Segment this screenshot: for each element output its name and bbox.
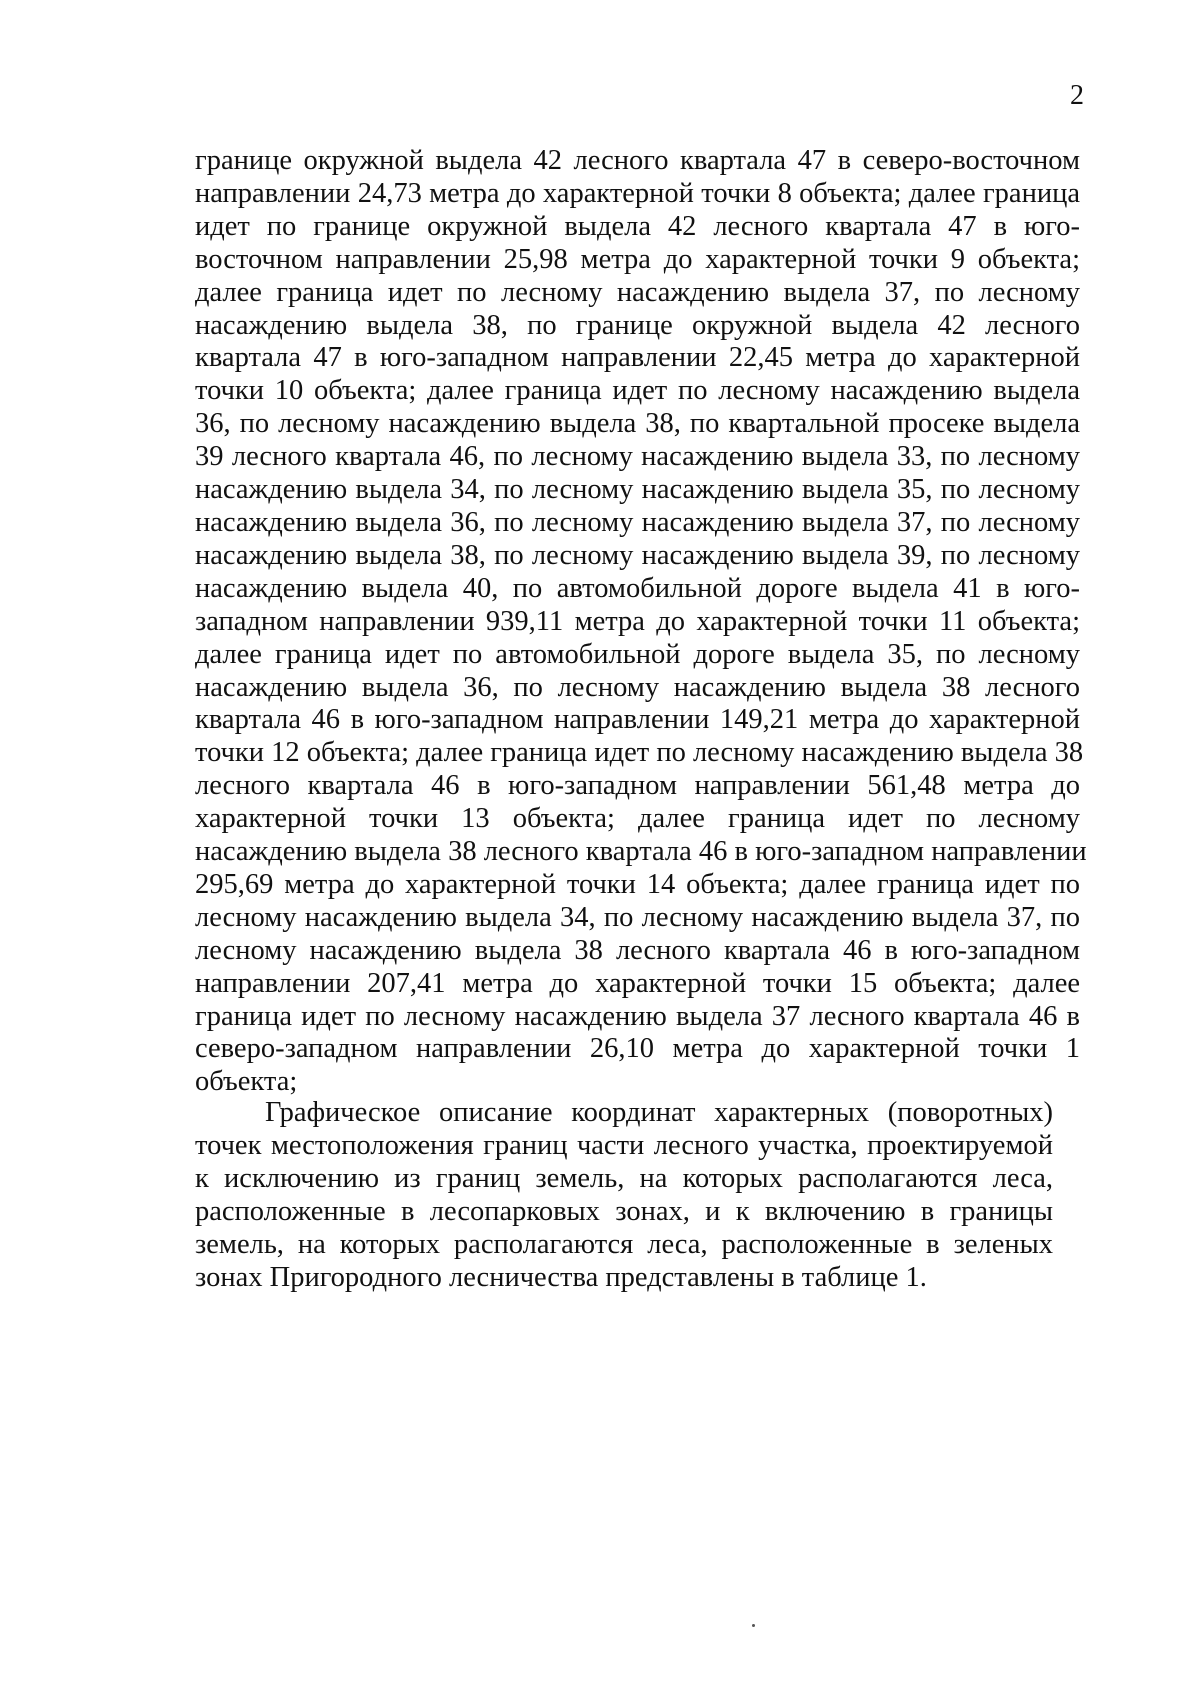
text-line: квартала 46 в юго-западном направлении 149,21 метра до характерной [195, 704, 1080, 736]
text-line: направлении 24,73 метра до характерной точки 8 объекта; далее граница [195, 177, 1080, 209]
text-line: насаждению выдела 38, по лесному насаждению выдела 39, по лесному [195, 539, 1080, 571]
text-line: лесному насаждению выдела 38 лесного квартала 46 в юго-западном [195, 934, 1080, 966]
text-line: направлении 207,41 метра до характерной точки 15 объекта; далее [195, 967, 1080, 999]
text-line: 295,69 метра до характерной точки 14 объекта; далее граница идет по [195, 868, 1080, 900]
text-line: насаждению выдела 40, по автомобильной дороге выдела 41 в юго- [195, 572, 1080, 604]
text-line: насаждению выдела 38, по границе окружной выдела 42 лесного [195, 309, 1080, 341]
text-line: западном направлении 939,11 метра до характерной точки 11 объекта; [195, 605, 1080, 637]
text-line: точек местоположения границ части лесного участка, проектируемой [195, 1129, 1053, 1161]
text-line: восточном направлении 25,98 метра до характерной точки 9 объекта; [195, 243, 1080, 275]
text-line: граница идет по лесному насаждению выдела 37 лесного квартала 46 в [195, 1000, 1080, 1032]
text-line: насаждению выдела 34, по лесному насаждению выдела 35, по лесному [195, 474, 1080, 506]
scan-speck [752, 1624, 755, 1627]
text-line: насаждению выдела 36, по лесному насаждению выдела 37, по лесному [195, 506, 1080, 538]
text-line: квартала 47 в юго-западном направлении 22,45 метра до характерной [195, 342, 1080, 374]
text-line: точки 10 объекта; далее граница идет по лесному насаждению выдела [195, 375, 1080, 407]
page-number: 2 [1070, 80, 1084, 111]
text-line: насаждению выдела 36, по лесному насаждению выдела 38 лесного [195, 671, 1080, 703]
text-line: характерной точки 13 объекта; далее граница идет по лесному [195, 803, 1080, 835]
text-line: границе окружной выдела 42 лесного квартала 47 в северо-восточном [195, 145, 1080, 176]
text-line: далее граница идет по автомобильной дороге выдела 35, по лесному [195, 638, 1080, 670]
graphic-description-paragraph [195, 1097, 1053, 1294]
text-line: 36, по лесному насаждению выдела 38, по квартальной просеке выдела [195, 408, 1080, 440]
text-line: насаждению выдела 38 лесного квартала 46 в юго-западном направлении [195, 836, 1087, 868]
boundary-description-paragraph [195, 145, 1087, 1099]
text-line: северо-западном направлении 26,10 метра до характерной точки 1 [195, 1033, 1080, 1065]
text-line: расположенные в лесопарковых зонах, и к включению в границы [195, 1195, 1053, 1227]
text-line: точки 12 объекта; далее граница идет по лесному насаждению выдела 38 [195, 737, 1084, 769]
text-line: земель, на которых располагаются леса, расположенные в зеленых [195, 1228, 1053, 1260]
text-line: идет по границе окружной выдела 42 лесного квартала 47 в юго- [195, 210, 1080, 242]
text-line: объекта; [195, 1066, 298, 1098]
text-line: 39 лесного квартала 46, по лесному насаждению выдела 33, по лесному [195, 441, 1080, 473]
text-line: к исключению из границ земель, на которых располагаются леса, [195, 1162, 1053, 1194]
text-line: лесному насаждению выдела 34, по лесному насаждению выдела 37, по [195, 901, 1080, 933]
text-line: Графическое описание координат характерных (поворотных) [265, 1097, 1053, 1128]
text-line: далее граница идет по лесному насаждению выдела 37, по лесному [195, 276, 1080, 308]
text-line: зонах Пригородного лесничества представлены в таблице 1. [195, 1261, 927, 1293]
text-line: лесного квартала 46 в юго-западном направлении 561,48 метра до [195, 770, 1080, 802]
